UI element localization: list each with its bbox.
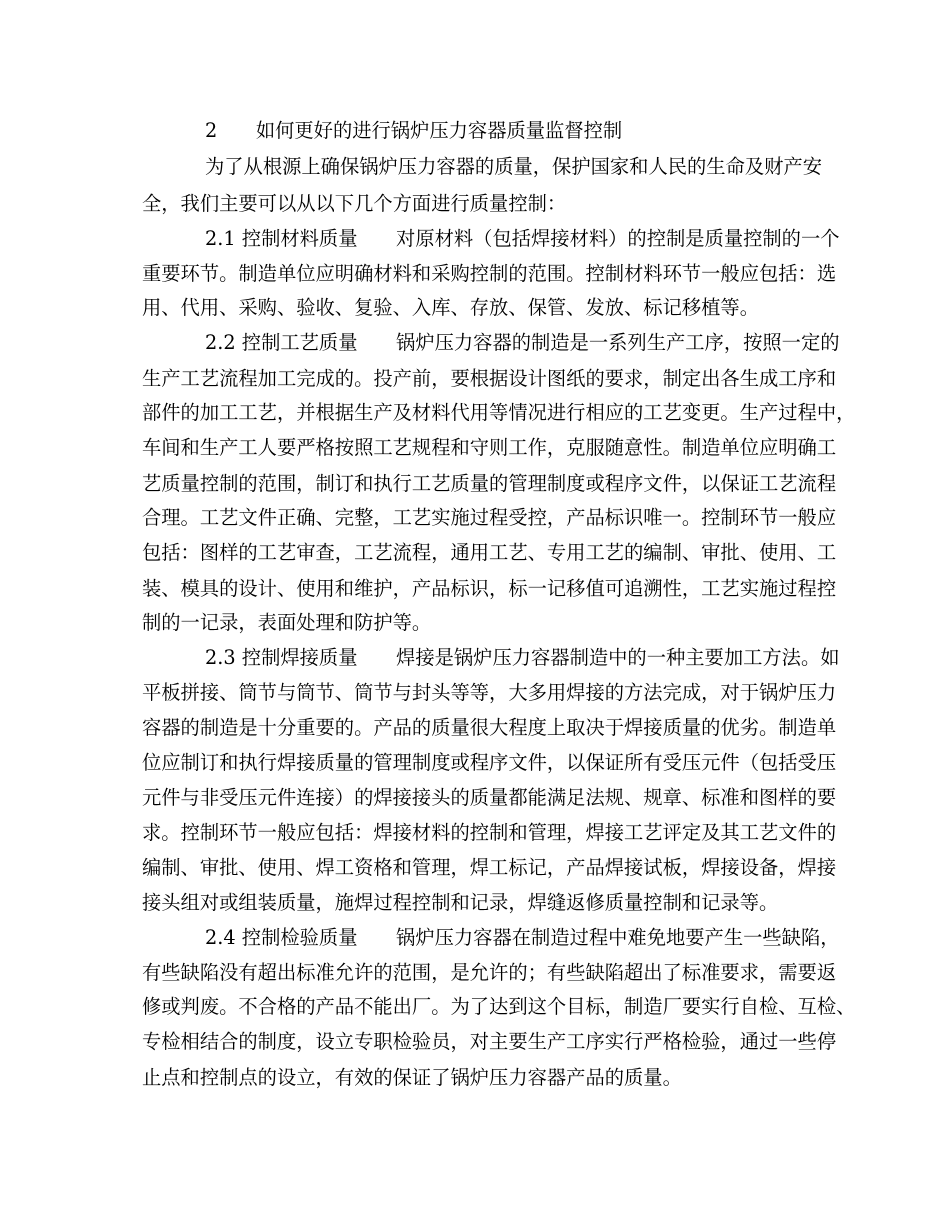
paragraph-line: 艺质量控制的范围，制订和执行工艺质量的管理制度或程序文件，以保证工艺流程 — [142, 472, 837, 495]
subsection-heading-line: 2.4 控制检验质量 锅炉压力容器在制造过程中难免地要产生一些缺陷， — [205, 926, 840, 949]
paragraph-line: 重要环节。制造单位应明确材料和采购控制的范围。控制材料环节一般应包括：选 — [142, 262, 837, 285]
paragraph-line: 接头组对或组装质量，施焊过程控制和记录，焊缝返修质量控制和记录等。 — [142, 891, 779, 914]
subsection-heading-line: 2.2 控制工艺质量 锅炉压力容器的制造是一系列生产工序，按照一定的 — [205, 331, 840, 354]
paragraph-line: 全，我们主要可以从以下几个方面进行质量控制： — [142, 192, 567, 215]
paragraph-line: 有些缺陷没有超出标准允许的范围，是允许的；有些缺陷超出了标准要求，需要返 — [142, 961, 837, 984]
paragraph-line: 平板拼接、筒节与筒节、筒节与封头等等，大多用焊接的方法完成，对于锅炉压力 — [142, 681, 837, 704]
paragraph-line: 为了从根源上确保锅炉压力容器的质量，保护国家和人民的生命及财产安 — [205, 155, 822, 178]
paragraph-line: 位应制订和执行焊接质量的管理制度或程序文件，以保证所有受压元件（包括受压 — [142, 751, 837, 774]
paragraph-line: 编制、审批、使用、焊工资格和管理，焊工标记，产品焊接试板，焊接设备，焊接 — [142, 856, 837, 879]
section-heading: 2 如何更好的进行锅炉压力容器质量监督控制 — [205, 119, 623, 142]
paragraph-line: 元件与非受压元件连接）的焊接接头的质量都能满足法规、规章、标准和图样的要 — [142, 786, 837, 809]
subsection-heading-line: 2.1 控制材料质量 对原材料（包括焊接材料）的控制是质量控制的一个 — [205, 227, 840, 250]
paragraph-line: 止点和控制点的设立，有效的保证了锅炉压力容器产品的质量。 — [142, 1066, 682, 1089]
paragraph-line: 生产工艺流程加工完成的。投产前，要根据设计图纸的要求，制定出各生成工序和 — [142, 367, 837, 390]
paragraph-line: 修或判废。不合格的产品不能出厂。为了达到这个目标，制造厂要实行自检、互检、 — [142, 995, 856, 1018]
paragraph-line: 求。控制环节一般应包括：焊接材料的控制和管理，焊接工艺评定及其工艺文件的 — [142, 821, 837, 844]
subsection-heading-line: 2.3 控制焊接质量 焊接是锅炉压力容器制造中的一种主要加工方法。如 — [205, 646, 840, 669]
paragraph-line: 用、代用、采购、验收、复验、入库、存放、保管、发放、标记移植等。 — [142, 296, 759, 319]
paragraph-line: 包括：图样的工艺审查，工艺流程，通用工艺、专用工艺的编制、审批、使用、工 — [142, 541, 837, 564]
paragraph-line: 容器的制造是十分重要的。产品的质量很大程度上取决于焊接质量的优劣。制造单 — [142, 716, 837, 739]
paragraph-line: 部件的加工工艺，并根据生产及材料代用等情况进行相应的工艺变更。生产过程中， — [142, 401, 856, 424]
paragraph-line: 装、模具的设计、使用和维护，产品标识，标一记移值可追溯性，工艺实施过程控 — [142, 577, 837, 600]
paragraph-line: 车间和生产工人要严格按照工艺规程和守则工作，克服随意性。制造单位应明确工 — [142, 436, 837, 459]
paragraph-line: 合理。工艺文件正确、完整，工艺实施过程受控，产品标识唯一。控制环节一般应 — [142, 506, 837, 529]
paragraph-line: 制的一记录，表面处理和防护等。 — [142, 611, 432, 634]
paragraph-line: 专检相结合的制度，设立专职检验员，对主要生产工序实行严格检验，通过一些停 — [142, 1030, 837, 1053]
